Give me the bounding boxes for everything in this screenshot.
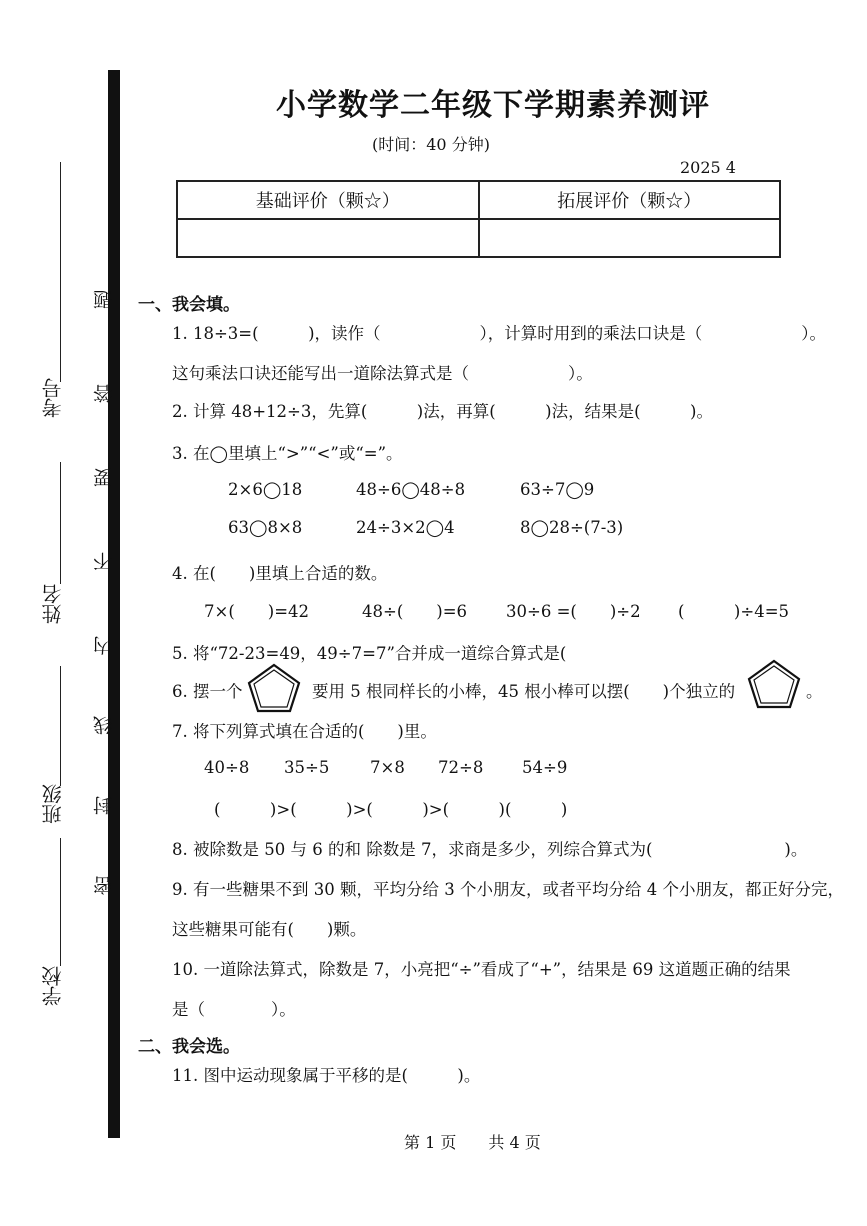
expression-item: 35÷5 xyxy=(284,758,330,777)
seal-char: 封 xyxy=(93,796,115,815)
binding-bar xyxy=(108,70,120,1138)
seal-char: 不 xyxy=(93,552,115,571)
question-11: 11. 图中运动现象属于平移的是( )。 xyxy=(172,1066,481,1085)
evaluation-table xyxy=(176,180,781,258)
banji-label: 班级 xyxy=(41,784,65,824)
compare-item: 48÷6◯48÷8 xyxy=(356,480,466,499)
exam-date: 2025 4 xyxy=(680,158,736,177)
pentagon-icon xyxy=(246,662,302,714)
question-4: 4. 在( )里填上合适的数。 xyxy=(172,564,388,583)
fill-item: 48÷( )=6 xyxy=(362,602,468,621)
seal-char: 密 xyxy=(93,876,115,895)
fill-item: 30÷6 =( )÷2 xyxy=(506,602,641,621)
seal-char: 答 xyxy=(93,384,115,403)
basic-eval-cell[interactable] xyxy=(177,219,479,257)
seal-char: 要 xyxy=(93,468,115,487)
question-6-middle: 要用 5 根同样长的小棒，45 根小棒可以摆( )个独立的 xyxy=(312,682,736,701)
xuexiao-line xyxy=(60,838,61,966)
xuexiao-label: 学校 xyxy=(41,966,65,1006)
section-1-heading: 一、我会填。 xyxy=(138,295,240,315)
kaohao-label: 考号 xyxy=(41,378,65,418)
compare-item: 24÷3×2◯4 xyxy=(356,518,455,537)
expression-item: 40÷8 xyxy=(204,758,250,777)
expression-item: 72÷8 xyxy=(438,758,484,777)
seal-char: 题 xyxy=(93,290,115,309)
question-5: 5. 将“72-23=49，49÷7=7”合并成一道综合算式是( xyxy=(172,644,567,663)
question-10-line-1: 10. 一道除法算式，除数是 7，小亮把“÷”看成了“+”，结果是 69 这道题正确的结果 xyxy=(172,960,791,979)
xingming-label: 姓名 xyxy=(41,584,65,624)
seal-char: 内 xyxy=(93,636,115,655)
kaohao-line xyxy=(60,162,61,382)
question-3: 3. 在◯里填上“>”“<”或“=”。 xyxy=(172,444,403,463)
question-9-line-2: 这些糖果可能有( )颗。 xyxy=(172,920,367,939)
section-2-heading: 二、我会选。 xyxy=(138,1037,240,1057)
question-7: 7. 将下列算式填在合适的( )里。 xyxy=(172,722,437,741)
seal-char: 线 xyxy=(93,716,115,735)
question-6-start: 6. 摆一个 xyxy=(172,682,243,701)
question-6-end: 。 xyxy=(806,682,823,701)
xingming-line xyxy=(60,462,61,584)
question-1-line-1: 1. 18÷3=( )，读作（ ），计算时用到的乘法口诀是（ ）。 xyxy=(172,324,827,343)
compare-item: 2×6◯18 xyxy=(228,480,303,499)
extend-eval-header: 拓展评价（颗☆） xyxy=(479,181,781,219)
expression-item: 54÷9 xyxy=(522,758,568,777)
compare-item: 63÷7◯9 xyxy=(520,480,595,499)
question-8: 8. 被除数是 50 与 6 的和 除数是 7，求商是多少，列综合算式为( )。 xyxy=(172,840,808,859)
question-1-line-2: 这句乘法口诀还能写出一道除法算式是（ ）。 xyxy=(172,364,593,383)
banji-line xyxy=(60,666,61,786)
fill-item: ( )÷4=5 xyxy=(678,602,790,621)
ordering-blanks: ( )>( )>( )>( )( ) xyxy=(214,800,568,819)
time-subtitle: (时间：40 分钟) xyxy=(372,135,490,154)
extend-eval-cell[interactable] xyxy=(479,219,781,257)
question-2: 2. 计算 48+12÷3，先算( )法，再算( )法，结果是( )。 xyxy=(172,402,713,421)
basic-eval-header: 基础评价（颗☆） xyxy=(177,181,479,219)
page-footer: 第 1 页 共 4 页 xyxy=(404,1133,541,1152)
page-title: 小学数学二年级下学期素养测评 xyxy=(276,88,710,123)
compare-item: 63◯8×8 xyxy=(228,518,303,537)
compare-item: 8◯28÷(7-3) xyxy=(520,518,624,537)
question-9-line-1: 9. 有一些糖果不到 30 颗，平均分给 3 个小朋友，或者平均分给 4 个小朋友，都正好分完， xyxy=(172,880,844,899)
expression-item: 7×8 xyxy=(370,758,405,777)
fill-item: 7×( )=42 xyxy=(204,602,310,621)
question-10-line-2: 是（ ）。 xyxy=(172,1000,296,1019)
pentagon-icon xyxy=(746,658,802,710)
